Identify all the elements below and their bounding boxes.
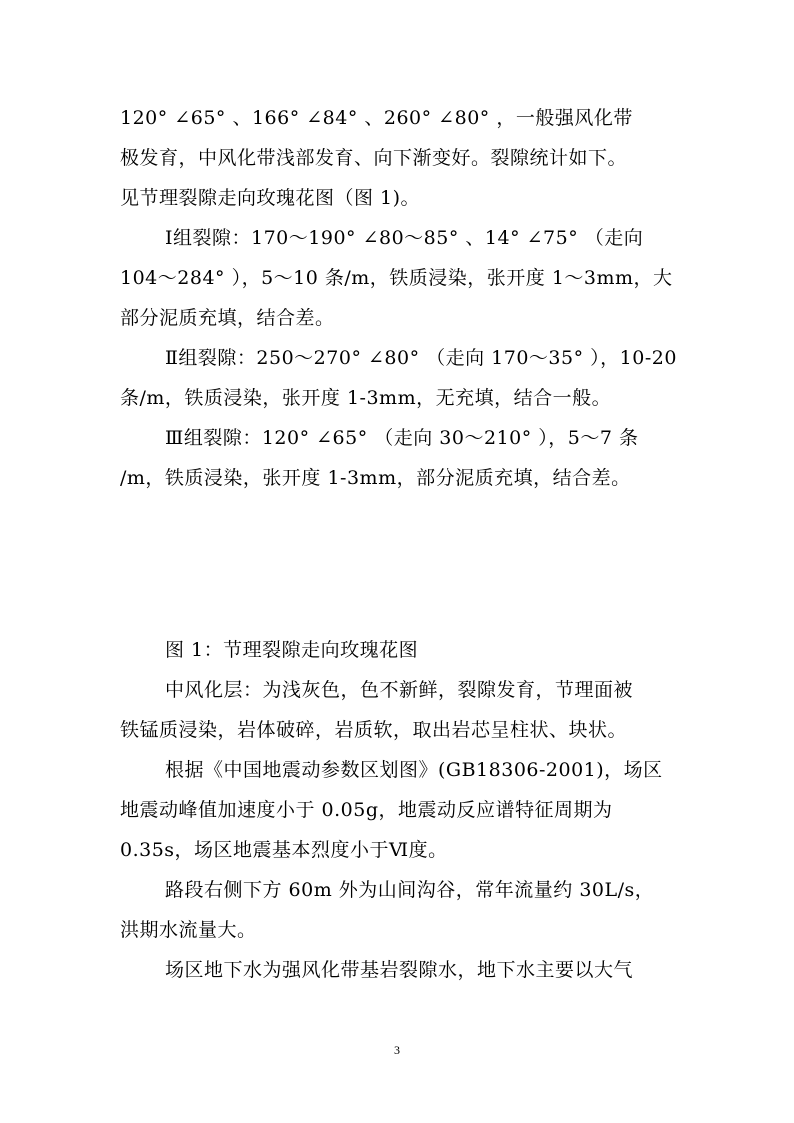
text-line: 部分泥质充填，结合差。 [120,307,335,329]
text-line: Ⅱ组裂隙：250～270° ∠80° （走向 170～35° ），10-20 [165,347,677,369]
text-line: Ⅲ组裂隙：120° ∠65° （走向 30～210° ），5～7 条 [165,427,639,449]
page-number: 3 [394,1043,400,1057]
text-line: 铁锰质浸染，岩体破碎，岩质软，取出岩芯呈柱状、块状。 [120,719,628,741]
text-line: 120° ∠65° 、166° ∠84° 、260° ∠80° ，一般强风化带 [120,107,633,129]
text-line: 路段右侧下方 60m 外为山间沟谷，常年流量约 30L/s， [165,879,655,901]
text-line: 极发育，中风化带浅部发育、向下渐变好。裂隙统计如下。 [120,147,628,169]
text-line: 场区地下水为强风化带基岩裂隙水，地下水主要以大气 [165,959,634,981]
text-line: /m，铁质浸染，张开度 1-3mm，部分泥质充填，结合差。 [120,467,631,489]
text-line: 根据《中国地震动参数区划图》(GB18306-2001)，场区 [165,759,663,781]
text-line: 0.35s，场区地震基本烈度小于Ⅵ度。 [120,839,448,861]
text-line: 中风化层：为浅灰色，色不新鲜，裂隙发育，节理面被 [165,679,634,701]
text-line: 洪期水流量大。 [120,919,257,941]
text-line: 地震动峰值加速度小于 0.05g，地震动反应谱特征周期为 [120,799,613,821]
text-line: Ⅰ组裂隙：170～190° ∠80～85° 、14° ∠75° （走向 [165,227,644,249]
text-line: 104～284° ），5～10 条/m，铁质浸染，张开度 1～3mm，大 [120,267,673,289]
text-line: 见节理裂隙走向玫瑰花图（图 1)。 [120,187,421,209]
figure-caption: 图 1：节理裂隙走向玫瑰花图 [165,639,419,661]
text-line: 条/m，铁质浸染，张开度 1-3mm，无充填，结合一般。 [120,387,612,409]
